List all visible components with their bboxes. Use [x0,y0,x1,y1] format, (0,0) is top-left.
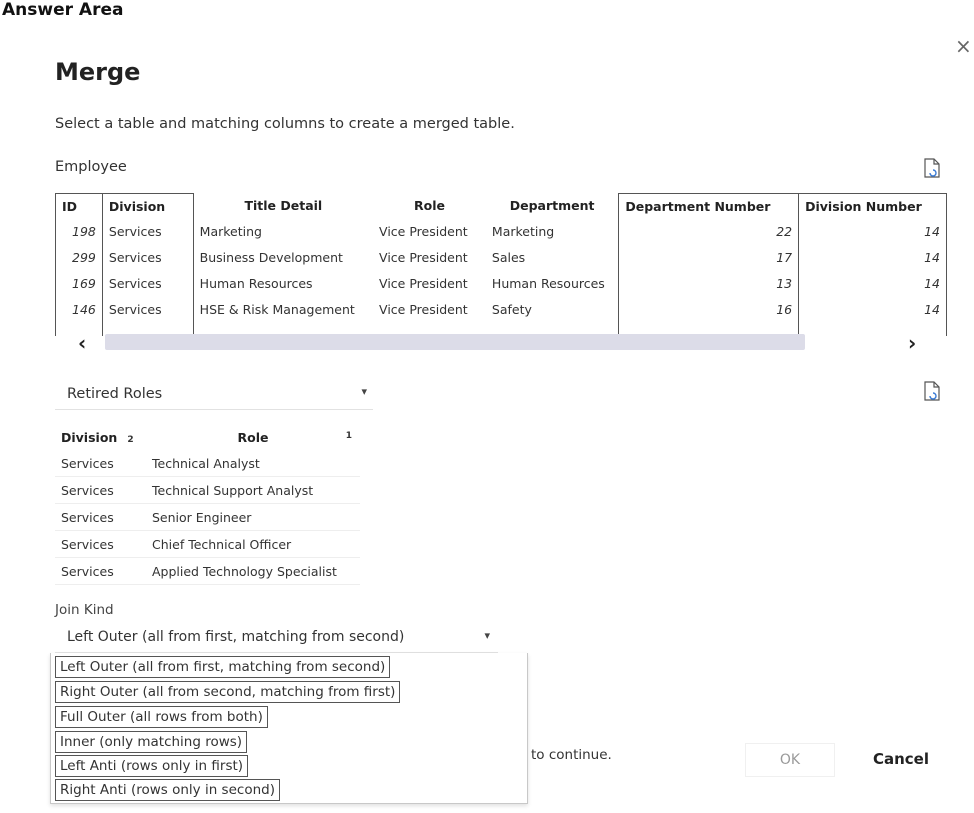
table-row [55,558,360,585]
ok-button[interactable]: OK [745,743,835,777]
cell-department-number: 22 [619,218,799,244]
column-header-id[interactable]: ID [56,194,103,219]
column-header-division-number[interactable]: Division Number [799,194,947,219]
cell-division: Services [55,531,146,558]
table1-label: Employee [55,159,127,175]
column-header-role-label: Role [237,429,269,445]
cell-division: Services [55,558,146,585]
join-option-left-anti[interactable]: Left Anti (rows only in first) [55,755,248,777]
cell-department-number: 16 [619,296,799,322]
join-kind-select-value: Left Outer (all from first, matching from second) [67,629,405,645]
status-message: to continue. [531,747,612,763]
join-option-full-outer[interactable]: Full Outer (all rows from both) [55,706,268,728]
table-row [55,504,360,531]
cell-id: 198 [56,218,103,244]
retired-roles-table [55,424,360,585]
document-refresh-icon[interactable] [924,381,940,401]
employee-table [55,193,947,336]
cell-division: Services [55,504,146,531]
cell-title-detail: Business Development [199,249,343,265]
dialog-subtitle: Select a table and matching columns to create a merged table. [55,116,515,132]
table-row [56,270,947,296]
cell-division: Services [102,270,193,296]
table-row [56,244,947,270]
cell-department: Safety [491,301,532,317]
document-refresh-icon[interactable] [924,158,940,178]
cell-title-detail: HSE & Risk Management [199,301,355,317]
cancel-button[interactable]: Cancel [855,743,947,775]
join-option-right-outer[interactable]: Right Outer (all from second, matching from first) [55,681,400,703]
dialog-title: Merge [55,58,141,86]
horizontal-scrollbar[interactable] [105,334,805,350]
cell-department-number: 13 [619,270,799,296]
scroll-right-icon[interactable]: › [908,331,917,355]
cell-role: Applied Technology Specialist [146,558,360,585]
cell-role: Chief Technical Officer [146,531,360,558]
cell-id: 146 [56,296,103,322]
cell-department: Marketing [491,223,555,239]
cell-division: Services [55,477,146,504]
close-icon[interactable]: × [955,34,972,58]
cell-role: Vice President [373,270,486,296]
column-header-department[interactable]: Department [509,198,595,214]
join-option-left-outer[interactable]: Left Outer (all from first, matching from second) [55,656,390,678]
cell-division: Services [102,218,193,244]
cell-division: Services [102,296,193,322]
table-row [55,477,360,504]
table-row [55,450,360,477]
join-kind-dropdown-list [50,653,528,804]
cell-role: Vice President [373,244,486,270]
sort-order-badge: 1 [345,431,352,441]
scroll-left-icon[interactable]: ‹ [78,331,87,355]
column-header-department-number[interactable]: Department Number [619,194,799,219]
column-header-division[interactable] [55,424,146,450]
cell-department-number: 17 [619,244,799,270]
second-table-select-value: Retired Roles [67,386,163,402]
sort-order-badge: 2 [127,434,134,445]
cell-role: Technical Support Analyst [146,477,360,504]
table-row [55,531,360,558]
column-header-division[interactable]: Division [102,194,193,219]
cell-role: Vice President [373,218,486,244]
join-option-right-anti[interactable]: Right Anti (rows only in second) [55,779,280,801]
table-row [56,218,947,244]
cell-division-number: 14 [799,296,947,322]
cell-role: Vice President [373,296,486,322]
answer-area-label: Answer Area [2,0,124,20]
join-option-inner[interactable]: Inner (only matching rows) [55,731,247,753]
cell-role: Technical Analyst [146,450,360,477]
cell-id: 299 [56,244,103,270]
cell-division-number: 14 [799,270,947,296]
cell-division-number: 14 [799,244,947,270]
cell-title-detail: Human Resources [199,275,313,291]
table-row [56,296,947,322]
cell-division-number: 14 [799,218,947,244]
cell-id: 169 [56,270,103,296]
cell-title-detail: Marketing [199,223,262,239]
caret-down-icon: ▾ [361,385,367,398]
second-table-select[interactable] [55,381,373,410]
cell-division: Services [102,244,193,270]
column-header-division-label: Division [61,429,118,445]
cell-role: Senior Engineer [146,504,360,531]
cell-department: Human Resources [491,275,605,291]
join-kind-select[interactable] [55,626,498,653]
column-header-role[interactable]: Role [413,198,445,214]
join-kind-label: Join Kind [55,602,114,618]
caret-down-icon: ▾ [484,629,490,642]
cell-department: Sales [491,249,526,265]
column-header-title-detail[interactable]: Title Detail [244,198,323,214]
cell-division: Services [55,450,146,477]
column-header-role[interactable] [146,424,360,450]
